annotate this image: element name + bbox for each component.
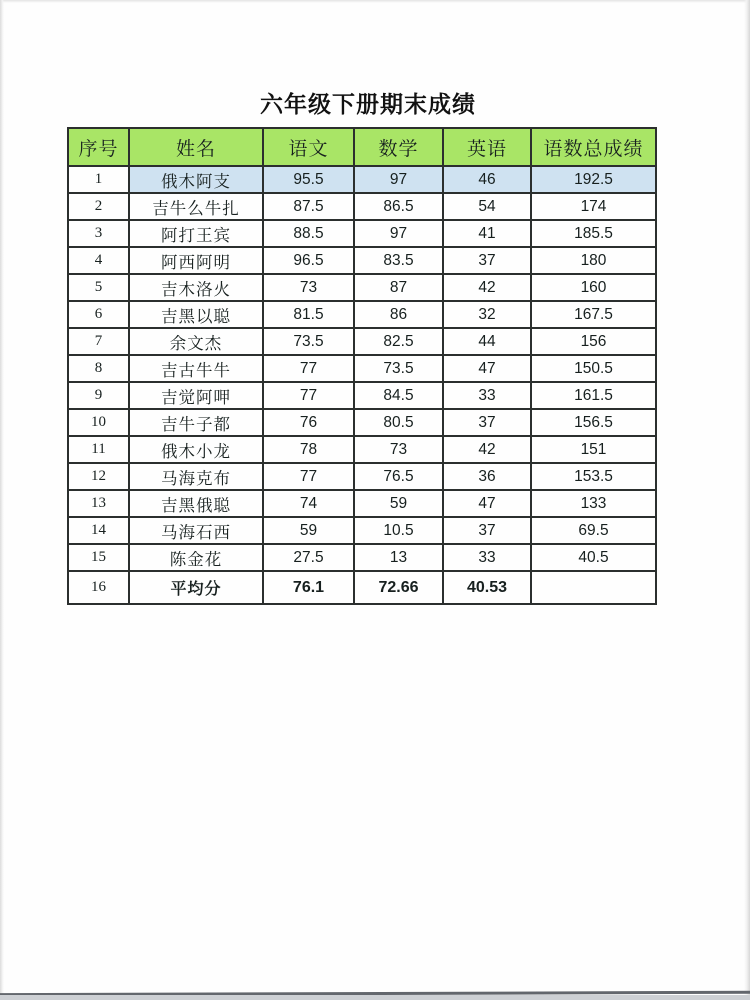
scan-edge-top: [0, 0, 750, 3]
cell-name: 吉牛子都: [129, 409, 263, 436]
cell-name: 吉黑以聪: [129, 301, 263, 328]
cell-name: 平均分: [129, 571, 263, 604]
cell-no: 16: [68, 571, 129, 604]
cell-math: 73.5: [354, 355, 443, 382]
cell-total: 151: [531, 436, 656, 463]
page-title: 六年级下册期末成绩: [260, 91, 476, 117]
table-row: [68, 301, 656, 328]
cell-name: 吉木洛火: [129, 274, 263, 301]
cell-total: 185.5: [531, 220, 656, 247]
cell-chinese: 76: [263, 409, 354, 436]
cell-chinese: 77: [263, 463, 354, 490]
cell-math: 86.5: [354, 193, 443, 220]
cell-chinese: 74: [263, 490, 354, 517]
cell-chinese: 77: [263, 355, 354, 382]
table-row: [68, 220, 656, 247]
cell-math: 80.5: [354, 409, 443, 436]
table-row: [68, 193, 656, 220]
cell-math: 10.5: [354, 517, 443, 544]
cell-english: 40.53: [443, 571, 531, 604]
cell-english: 46: [443, 166, 531, 193]
cell-math: 83.5: [354, 247, 443, 274]
cell-math: 13: [354, 544, 443, 571]
cell-total: 180: [531, 247, 656, 274]
table-row: [68, 463, 656, 490]
cell-no: 13: [68, 490, 129, 517]
cell-english: 37: [443, 409, 531, 436]
table-row: [68, 247, 656, 274]
table-row: [68, 436, 656, 463]
header-total: 语数总成绩: [531, 128, 656, 166]
cell-chinese: 81.5: [263, 301, 354, 328]
cell-name: 马海石西: [129, 517, 263, 544]
cell-math: 84.5: [354, 382, 443, 409]
cell-name: 俄木小龙: [129, 436, 263, 463]
cell-chinese: 76.1: [263, 571, 354, 604]
cell-no: 3: [68, 220, 129, 247]
cell-chinese: 88.5: [263, 220, 354, 247]
table-row: [68, 490, 656, 517]
cell-no: 6: [68, 301, 129, 328]
cell-chinese: 87.5: [263, 193, 354, 220]
cell-total: 174: [531, 193, 656, 220]
cell-english: 42: [443, 436, 531, 463]
cell-total: 160: [531, 274, 656, 301]
cell-math: 59: [354, 490, 443, 517]
cell-chinese: 96.5: [263, 247, 354, 274]
cell-chinese: 95.5: [263, 166, 354, 193]
cell-no: 10: [68, 409, 129, 436]
cell-english: 37: [443, 517, 531, 544]
cell-english: 47: [443, 355, 531, 382]
cell-no: 9: [68, 382, 129, 409]
cell-math: 82.5: [354, 328, 443, 355]
cell-name: 余文杰: [129, 328, 263, 355]
cell-math: 87: [354, 274, 443, 301]
cell-math: 73: [354, 436, 443, 463]
cell-name: 俄木阿支: [129, 166, 263, 193]
cell-no: 8: [68, 355, 129, 382]
scan-edge-right: [744, 0, 750, 1000]
cell-math: 97: [354, 166, 443, 193]
cell-total: 40.5: [531, 544, 656, 571]
score-table: [67, 127, 657, 605]
cell-no: 15: [68, 544, 129, 571]
cell-no: 1: [68, 166, 129, 193]
scan-edge-bottom-fill: [0, 995, 750, 1000]
cell-english: 37: [443, 247, 531, 274]
cell-math: 76.5: [354, 463, 443, 490]
cell-no: 7: [68, 328, 129, 355]
cell-no: 11: [68, 436, 129, 463]
cell-math: 72.66: [354, 571, 443, 604]
cell-total: 156.5: [531, 409, 656, 436]
header-name: 姓名: [129, 128, 263, 166]
cell-math: 86: [354, 301, 443, 328]
cell-name: 吉黑俄聪: [129, 490, 263, 517]
cell-name: 阿打王宾: [129, 220, 263, 247]
cell-chinese: 27.5: [263, 544, 354, 571]
cell-english: 33: [443, 544, 531, 571]
cell-name: 吉牛么牛扎: [129, 193, 263, 220]
cell-english: 44: [443, 328, 531, 355]
cell-total: [531, 571, 656, 604]
cell-english: 33: [443, 382, 531, 409]
cell-english: 36: [443, 463, 531, 490]
cell-english: 32: [443, 301, 531, 328]
table-row: [68, 382, 656, 409]
table-row: [68, 355, 656, 382]
cell-name: 阿西阿明: [129, 247, 263, 274]
cell-no: 4: [68, 247, 129, 274]
header-math: 数学: [354, 128, 443, 166]
cell-name: 马海克布: [129, 463, 263, 490]
header-chinese: 语文: [263, 128, 354, 166]
cell-name: 吉觉阿呷: [129, 382, 263, 409]
cell-total: 133: [531, 490, 656, 517]
table-row: [68, 328, 656, 355]
cell-total: 167.5: [531, 301, 656, 328]
cell-total: 69.5: [531, 517, 656, 544]
cell-english: 54: [443, 193, 531, 220]
cell-total: 156: [531, 328, 656, 355]
cell-total: 153.5: [531, 463, 656, 490]
cell-no: 14: [68, 517, 129, 544]
table-row: [68, 571, 656, 604]
table-row: [68, 409, 656, 436]
cell-total: 161.5: [531, 382, 656, 409]
table-row: [68, 517, 656, 544]
cell-total: 192.5: [531, 166, 656, 193]
cell-chinese: 59: [263, 517, 354, 544]
table-header-row: [68, 128, 656, 166]
cell-chinese: 78: [263, 436, 354, 463]
header-english: 英语: [443, 128, 531, 166]
table-row: [68, 274, 656, 301]
cell-chinese: 77: [263, 382, 354, 409]
cell-no: 12: [68, 463, 129, 490]
table-row: [68, 166, 656, 193]
cell-name: 陈金花: [129, 544, 263, 571]
cell-no: 5: [68, 274, 129, 301]
scan-edge-left: [0, 0, 4, 1000]
cell-chinese: 73: [263, 274, 354, 301]
cell-math: 97: [354, 220, 443, 247]
cell-name: 吉古牛牛: [129, 355, 263, 382]
header-no: 序号: [68, 128, 129, 166]
cell-chinese: 73.5: [263, 328, 354, 355]
table-row: [68, 544, 656, 571]
cell-english: 47: [443, 490, 531, 517]
cell-no: 2: [68, 193, 129, 220]
cell-english: 42: [443, 274, 531, 301]
cell-english: 41: [443, 220, 531, 247]
cell-total: 150.5: [531, 355, 656, 382]
